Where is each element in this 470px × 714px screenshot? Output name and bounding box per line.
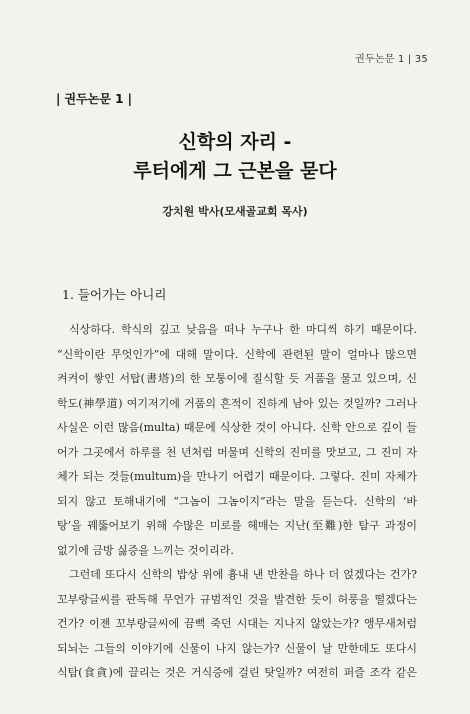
body-line: 어가 그곳에서 하루를 천 년처럼 머물며 신학의 진미를 맛보고, 그 진미 자 xyxy=(57,445,417,459)
body-line: 없기에 금방 싫증을 느끼는 것이리라. xyxy=(57,543,234,557)
section-heading: 1. 들어가는 아니리 xyxy=(62,287,167,302)
body-line: 되뇌는 그들의 이야기에 신물이 나지 않는가? 신물이 날 만한데도 또다시 xyxy=(57,641,417,655)
body-line: 사실은 이런 많음(multa) 때문에 식상한 것이 아니다. 신학 안으로 깊이 들 xyxy=(57,421,417,434)
body-line: “신학이란 무엇인가”에 대해 말이다. 신학에 관련된 말이 얼마나 많으면 xyxy=(57,347,417,361)
section-tag: | 권두논문 1 | xyxy=(56,92,133,106)
body-line: 켜켜이 쌓인 서탑(書塔)의 한 모퉁이에 질식할 듯 거품을 물고 있으며, 신 xyxy=(57,372,417,385)
body-line: 학도(神學道) 여기저기에 거품의 흔적이 진하게 남아 있는 것일까? 그러나 xyxy=(57,396,417,410)
body-line: 되지 않고 토해내기에 “그놈이 그놈이지”라는 말을 듣는다. 신학의 ‘바 xyxy=(57,494,417,508)
body-line: 체가 되는 것들(multum)을 만나기 어렵기 때문이다. 그렇다. 진미 자체가 xyxy=(57,470,417,483)
article-title-line-1: 신학의 자리 - xyxy=(178,131,292,153)
article-title-line-2: 루터에게 그 근본을 묻다 xyxy=(133,160,337,182)
body-line: 꼬부랑글씨를 판독해 무언가 규범적인 것을 발견한 듯이 허풍을 떨겠다는 xyxy=(57,592,417,606)
body-line: 탕’을 꿰뚫어보기 위해 수많은 미로를 헤매는 지난(至難)한 탐구 과정이 xyxy=(57,519,417,532)
body-line: 식탐(食貪)에 끌리는 것은 거식증에 걸린 탓일까? 여전히 퍼즐 조각 같은 xyxy=(57,666,417,679)
body-text xyxy=(57,318,417,686)
body-line: 그런데 또다시 신학의 밥상 위에 흉내 낸 반찬을 하나 더 얹겠다는 건가? xyxy=(69,568,417,581)
running-head: 권두논문 1 | 35 xyxy=(355,54,428,65)
body-line: 건가? 이젠 꼬부랑글씨에 끔뻑 죽던 시대는 지나지 않았는가? 앵무새처럼 xyxy=(57,617,417,630)
body-line: 식상하다. 학식의 깊고 낮음을 떠나 누구나 한 마디씩 하기 때문이다. xyxy=(69,323,417,336)
author-byline: 강치원 박사(모새골교회 목사) xyxy=(162,205,308,218)
article-title xyxy=(0,128,470,186)
